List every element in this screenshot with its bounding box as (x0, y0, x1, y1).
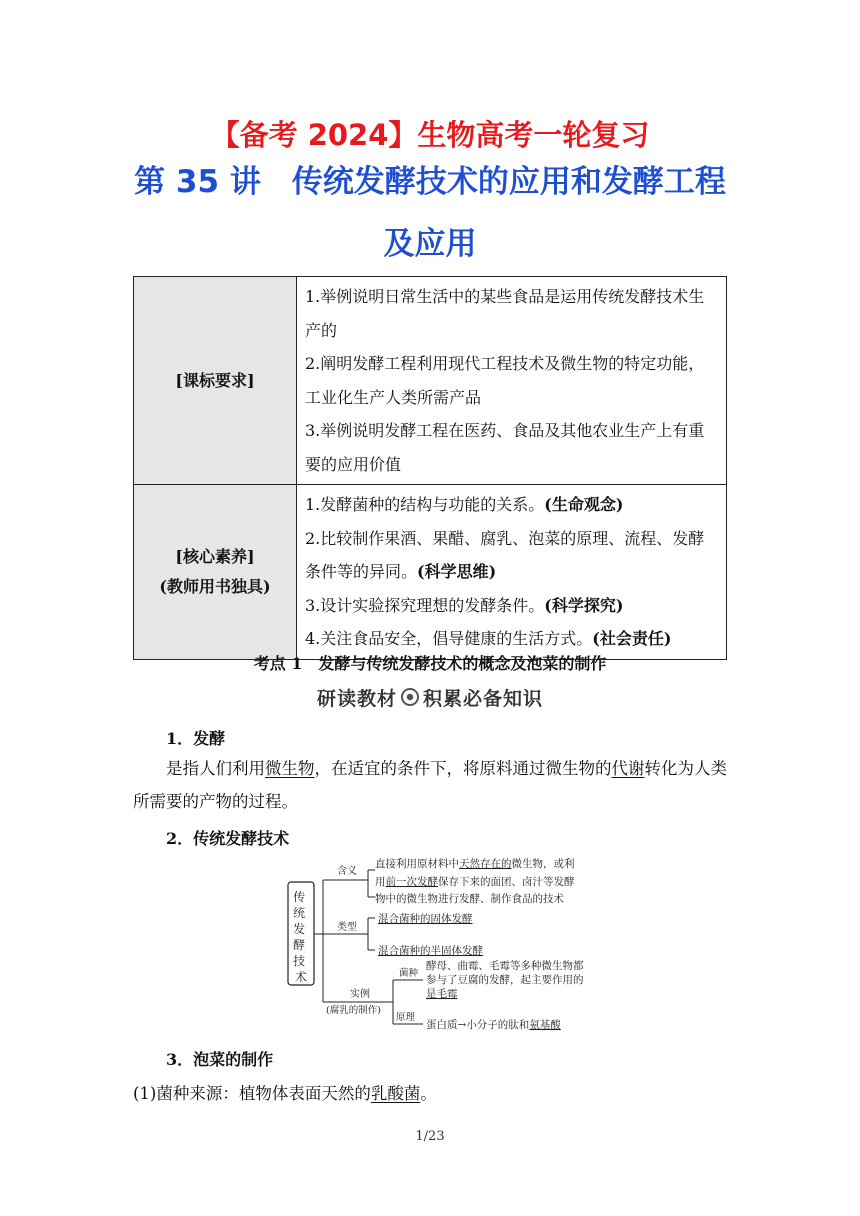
list-item: 3.设计实验探究理想的发酵条件。(科学探究) (305, 595, 624, 615)
type-semisolid: 混合菌种的半固体发酵 (378, 945, 483, 957)
banner-right-text: 积累必备知识 (423, 688, 544, 710)
banner-dot-icon (401, 688, 419, 706)
table-row (134, 485, 727, 660)
table-row (134, 277, 727, 485)
branch-example-label: 实例 (350, 989, 370, 1000)
table-content-cell (297, 485, 727, 660)
title-line-1: 【备考 2024】生物高考一轮复习 (210, 118, 650, 152)
curriculum-requirement-label: [课标要求] (175, 370, 255, 390)
principle-text: 蛋白质→小分子的肽和氨基酸 (426, 1019, 561, 1031)
strain-label: 菌种 (399, 968, 419, 979)
title-line-3: 及应用 (383, 226, 477, 262)
page-number: 1/23 (415, 1129, 445, 1144)
section-2-heading: 2．传统发酵技术 (166, 829, 290, 848)
principle-label: 原理 (396, 1012, 416, 1023)
strain-text: 酵母、曲霉、毛霉等多种微生物都 参与了豆腐的发酵，起主要作用的 是毛霉 (426, 960, 584, 1000)
teacher-book-note: (教师用书独具) (159, 576, 271, 596)
section-1-heading: 1．发酵 (166, 729, 226, 748)
type-solid: 混合菌种的固体发酵 (378, 913, 473, 925)
traditional-fermentation-diagram (283, 852, 613, 1037)
requirements-table (133, 276, 727, 660)
section-3-heading: 3．泡菜的制作 (166, 1050, 274, 1069)
meaning-text: 直接利用原材料中天然存在的微生物，或利 用前一次发酵保存下来的面团、卤汁等发酵 物中的微生物进行发酵、制作食品的技术 (375, 858, 575, 905)
list-item: 2.阐明发酵工程利用现代工程技术及微生物的特定功能，工业化生产人类所需产品 (305, 354, 705, 407)
core-literacy-label: [核心素养] (175, 546, 255, 566)
table-label-cell (134, 485, 297, 660)
section-3-item-1: (1)菌种来源：植物体表面天然的乳酸菌。 (133, 1084, 437, 1103)
root-label: 传 统 发 酵 技 术 (293, 890, 308, 984)
title-line-2: 第 35 讲 传统发酵技术的应用和发酵工程 (134, 164, 726, 200)
table-label-cell (134, 277, 297, 485)
branch-example-sub-label: (腐乳的制作) (326, 1005, 381, 1016)
list-item: 2.比较制作果酒、果醋、腐乳、泡菜的原理、流程、发酵条件等的异同。(科学思维) (305, 528, 705, 581)
section-1-paragraph: 是指人们利用微生物，在适宜的条件下，将原料通过微生物的代谢转化为人类所需要的产物的过程。 (133, 759, 727, 811)
exam-point-heading: 考点 1 发酵与传统发酵技术的概念及泡菜的制作 (253, 654, 607, 673)
table-content-cell (297, 277, 727, 485)
branch-meaning-label: 含义 (337, 866, 357, 877)
list-item: 1.举例说明日常生活中的某些食品是运用传统发酵技术生产的 (305, 287, 705, 340)
list-item: 1.发酵菌种的结构与功能的关系。(生命观念) (305, 495, 624, 514)
study-banner (0, 684, 860, 711)
list-item: 4.关注食品安全，倡导健康的生活方式。(社会责任) (305, 629, 672, 648)
branch-types-label: 类型 (337, 922, 357, 933)
list-item: 3.举例说明发酵工程在医药、食品及其他农业生产上有重要的应用价值 (305, 421, 705, 474)
banner-left-text: 研读教材 (316, 688, 397, 710)
